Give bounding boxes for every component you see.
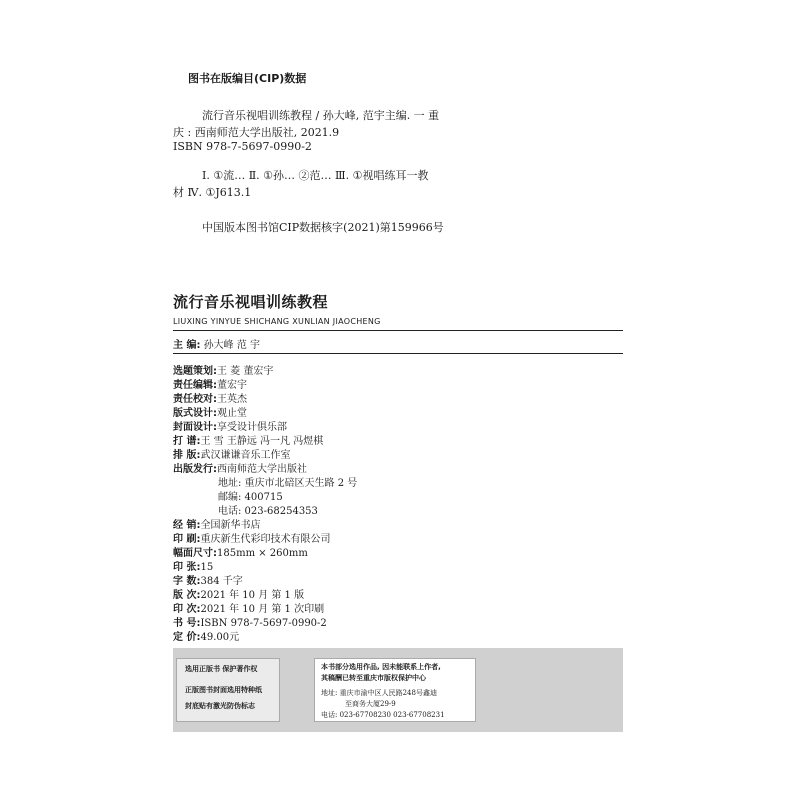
spec-row (173, 600, 324, 615)
spec-row (173, 614, 327, 629)
cip-number: 中国版本图书馆CIP数据核字(2021)第159966号 (202, 221, 444, 234)
divider-top (173, 330, 623, 331)
copyright-line-2: 其稿酬已转至重庆市版权保护中心 (321, 674, 426, 682)
credit-row (173, 432, 323, 447)
copyright-address-cont: 至商务大厦29-9 (345, 700, 396, 708)
credit-value: 西南师范大学出版社 (217, 464, 307, 475)
credit-label: 责任编辑: (173, 380, 217, 391)
credit-label: 责任校对: (173, 394, 217, 405)
divider-middle (173, 353, 623, 354)
spec-value: 49.00元 (200, 632, 240, 643)
cip-line-1: 流行音乐视唱训练教程 / 孙大峰, 范宇主编. 一 重 (202, 109, 440, 122)
anti-piracy-line-2: 封底贴有激光防伪标志 (185, 701, 255, 710)
credit-value: 武汉谦谦音乐工作室 (200, 450, 291, 461)
spec-value: 2021 年 10 月 第 1 版 (200, 590, 305, 601)
credit-row (173, 376, 247, 391)
cip-heading: 图书在版编目(CIP)数据 (188, 72, 307, 85)
credit-value: 王 雪 王静远 冯一凡 冯煜棋 (200, 436, 324, 447)
spec-value: ISBN 978-7-5697-0990-2 (200, 618, 327, 629)
credit-label: 封面设计: (173, 422, 217, 433)
book-title: 流行音乐视唱训练教程 (173, 293, 329, 311)
spec-label: 印 刷: (173, 534, 201, 545)
spec-value: 重庆新生代彩印技术有限公司 (200, 534, 331, 545)
spec-row (173, 572, 243, 587)
credit-label: 版式设计: (173, 408, 217, 419)
spec-row (173, 586, 304, 601)
credit-label: 选题策划: (173, 366, 217, 377)
anti-piracy-title: 选用正版书 保护著作权 (185, 665, 258, 673)
credit-row (173, 418, 287, 433)
credit-row (173, 362, 273, 377)
spec-label: 经 销: (173, 520, 201, 531)
credit-value: 董宏宇 (217, 380, 247, 391)
spec-row (173, 516, 260, 531)
spec-value: 185mm × 260mm (217, 548, 308, 559)
copyright-address: 地址: 重庆市渝中区人民路248号鑫迪 (321, 689, 437, 697)
spec-value: 全国新华书店 (200, 520, 261, 531)
spec-value: 15 (200, 562, 214, 573)
cip-line-4: Ⅰ. ①流… Ⅱ. ①孙… ②范… Ⅲ. ①视唱练耳一教 (202, 169, 429, 182)
spec-label: 印 张: (173, 562, 201, 573)
publisher-phone: 电话: 023-68254353 (218, 506, 318, 517)
copyright-phone: 电话: 023-67708230 023-67708231 (321, 711, 445, 719)
spec-label: 定 价: (173, 632, 201, 643)
credit-label: 排 版: (173, 450, 201, 461)
publisher-postcode: 邮编: 400715 (218, 492, 283, 503)
spec-row (173, 544, 308, 559)
cip-line-2: 庆 : 西南师范大学出版社, 2021.9 (173, 126, 340, 139)
spec-value: 384 千字 (200, 576, 243, 587)
credit-row (173, 390, 247, 405)
spec-value: 2021 年 10 月 第 1 次印刷 (200, 604, 325, 615)
cip-line-5: 材 Ⅳ. ①J613.1 (173, 186, 252, 199)
credit-value: 观止堂 (217, 408, 247, 419)
anti-piracy-notice (176, 658, 280, 722)
editors-row (173, 336, 260, 351)
credit-value: 王英杰 (217, 394, 247, 405)
spec-label: 书 号: (173, 618, 201, 629)
spec-label: 幅面尺寸: (173, 548, 217, 559)
credit-row (173, 404, 247, 419)
copyright-line-1: 本书部分选用作品, 因未能联系上作者, (321, 663, 441, 671)
credit-row (173, 446, 290, 461)
editors-value: 孙大峰 范 宇 (203, 340, 261, 351)
spec-row (173, 530, 330, 545)
book-pinyin: LIUXING YINYUE SHICHANG XUNLIAN JIAOCHENG (173, 317, 381, 326)
spec-row (173, 558, 213, 573)
anti-piracy-line-1: 正版图书封面选用特种纸 (185, 685, 262, 694)
publisher-address: 地址: 重庆市北碚区天生路 2 号 (218, 478, 358, 489)
copyright-notice (314, 658, 476, 722)
credit-row (173, 460, 307, 475)
credit-label: 打 谱: (173, 436, 201, 447)
credit-value: 王 菱 董宏宇 (217, 366, 274, 377)
spec-label: 印 次: (173, 604, 201, 615)
credit-value: 享受设计俱乐部 (217, 422, 287, 433)
spec-label: 字 数: (173, 576, 201, 587)
editors-label: 主 编: (173, 340, 201, 351)
cip-line-3: ISBN 978-7-5697-0990-2 (173, 140, 312, 153)
credit-label: 出版发行: (173, 464, 217, 475)
spec-label: 版 次: (173, 590, 201, 601)
spec-row (173, 628, 239, 643)
